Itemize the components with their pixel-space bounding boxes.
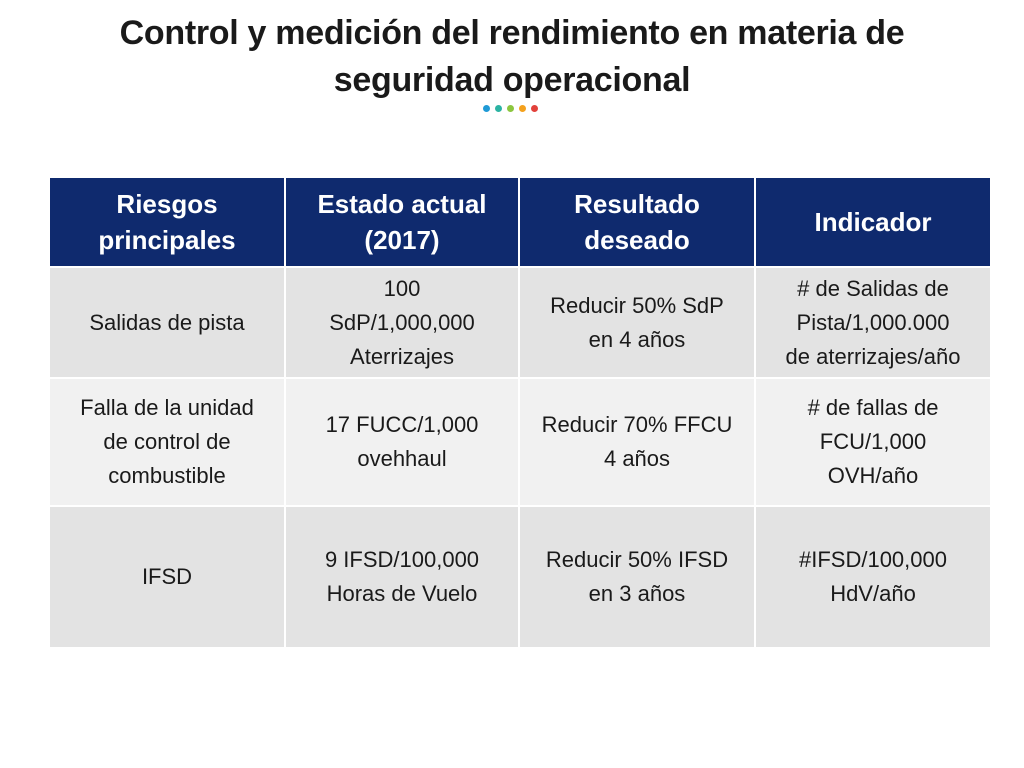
- cell-riesgo: [49, 267, 285, 378]
- header-text: Indicador: [814, 207, 932, 237]
- accent-dot: [507, 105, 514, 112]
- accent-dots: [483, 105, 538, 113]
- cell-text: SdP/1,000,000: [329, 309, 475, 335]
- table-row: [49, 378, 991, 506]
- cell-text: en 4 años: [588, 326, 686, 352]
- cell-text: FCU/1,000: [819, 429, 927, 454]
- cell-text: # de fallas de: [807, 395, 939, 420]
- cell-estado-actual: [285, 378, 519, 506]
- cell-text: Salidas de pista: [89, 309, 245, 335]
- cell-text: combustible: [108, 463, 226, 488]
- header-estado-actual: [285, 177, 519, 267]
- cell-indicador: [755, 267, 991, 378]
- cell-text: ovehhaul: [357, 446, 447, 471]
- cell-text: #IFSD/100,000: [799, 547, 947, 572]
- accent-dot: [519, 105, 526, 112]
- cell-text: Horas de Vuelo: [326, 581, 478, 606]
- cell-text: Reducir 70% FFCU: [541, 412, 733, 437]
- cell-riesgo: [49, 378, 285, 506]
- cell-text: Reducir 50% IFSD: [545, 547, 729, 572]
- cell-text: de aterrizajes/año: [785, 343, 961, 369]
- accent-dot: [483, 105, 490, 112]
- header-text: Resultado: [574, 189, 700, 219]
- cell-text: 17 FUCC/1,000: [325, 412, 479, 437]
- header-text: Estado actual: [317, 189, 487, 219]
- table-header-row: [49, 177, 991, 267]
- header-riesgos: [49, 177, 285, 267]
- slide-title-line-1: Control y medición del rendimiento en materia de: [119, 14, 905, 52]
- cell-text: IFSD: [141, 564, 193, 589]
- header-text: principales: [98, 225, 236, 255]
- cell-text: 4 años: [603, 446, 671, 471]
- cell-text: Falla de la unidad: [80, 395, 254, 420]
- risk-table: [48, 176, 992, 649]
- accent-dot: [531, 105, 538, 112]
- accent-dot: [495, 105, 502, 112]
- slide-title: [40, 10, 984, 104]
- cell-resultado-deseado: [519, 506, 755, 648]
- cell-text: en 3 años: [588, 581, 686, 606]
- header-text: (2017): [364, 225, 440, 255]
- header-resultado-deseado: [519, 177, 755, 267]
- cell-indicador: [755, 506, 991, 648]
- cell-estado-actual: [285, 267, 519, 378]
- cell-text: Pista/1,000.000: [796, 309, 950, 335]
- cell-text: Reducir 50% SdP: [550, 292, 724, 318]
- table-row: [49, 506, 991, 648]
- cell-text: Aterrizajes: [350, 343, 454, 369]
- cell-indicador: [755, 378, 991, 506]
- cell-text: OVH/año: [827, 463, 919, 488]
- cell-resultado-deseado: [519, 378, 755, 506]
- slide-title-line-2: seguridad operacional: [333, 61, 691, 99]
- cell-text: 9 IFSD/100,000: [324, 547, 480, 572]
- cell-text: de control de: [103, 429, 231, 454]
- header-indicador: [755, 177, 991, 267]
- cell-text: HdV/año: [830, 581, 916, 606]
- cell-estado-actual: [285, 506, 519, 648]
- cell-riesgo: [49, 506, 285, 648]
- cell-text: 100: [383, 275, 421, 301]
- cell-text: # de Salidas de: [797, 275, 949, 301]
- cell-resultado-deseado: [519, 267, 755, 378]
- header-text: deseado: [584, 225, 690, 255]
- table-row: [49, 267, 991, 378]
- header-text: Riesgos: [116, 189, 218, 219]
